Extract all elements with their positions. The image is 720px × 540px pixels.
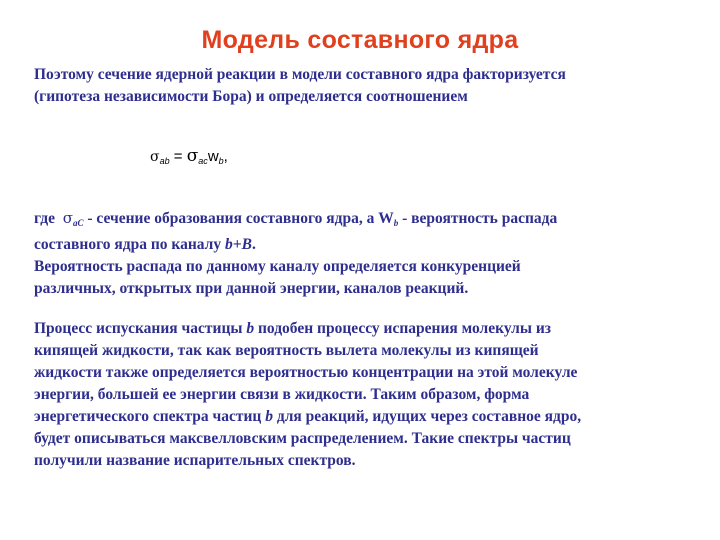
def-sigma: σ: [62, 209, 73, 227]
def-channel: b+B: [225, 236, 252, 253]
process-l5-post: для реакций, идущих через составное ядро,: [272, 408, 582, 425]
intro-line-1: Поэтому сечение ядерной реакции в модели составного ядра факторизуется: [34, 66, 566, 83]
formula-sigma-ab: σ: [150, 149, 160, 165]
definition-paragraph: [34, 207, 694, 300]
intro-paragraph: [34, 64, 694, 108]
definition-line-2: [34, 234, 694, 256]
cross-section-formula: [150, 146, 228, 166]
def-text-1: - сечение образования составного ядра, а W: [83, 210, 394, 227]
formula-comma: ,: [223, 148, 228, 165]
formula-sub-b: b: [218, 156, 224, 166]
formula-sigma-ac: σ: [186, 146, 199, 166]
process-paragraph: [34, 318, 694, 472]
process-line-3: жидкости также определяется вероятностью концентрации на этой молекуле: [34, 364, 578, 381]
formula-sub-ac: ac: [198, 156, 208, 166]
process-line-1: [34, 318, 694, 340]
def-sub-ac: aC: [73, 218, 84, 228]
formula-sub-ab: ab: [159, 156, 170, 166]
def-line2-post: .: [251, 236, 256, 253]
process-line-2: кипящей жидкости, так как вероятность вылета молекулы из кипящей: [34, 342, 539, 359]
page-title: Модель составного ядра: [201, 26, 519, 54]
process-l1-post: подобен процессу испарения молекулы из: [254, 320, 552, 337]
formula-equals: =: [169, 148, 187, 165]
process-line-6: будет описываться максвелловским распределением. Такие спектры частиц: [34, 430, 571, 447]
process-l1-pre: Процесс испускания частицы: [34, 320, 247, 337]
def-text-2: - вероятность распада: [398, 210, 558, 227]
process-line-5: [34, 406, 694, 428]
def-line2-pre: составного ядра по каналу: [34, 236, 226, 253]
intro-line-2: (гипотеза независимости Бора) и определяется соотношением: [34, 88, 468, 105]
process-l1-b: b: [246, 320, 255, 337]
definition-line-3: Вероятность распада по данному каналу определяется конкуренцией: [34, 258, 521, 275]
def-sub-b: b: [393, 218, 399, 228]
process-line-7: получили название испарительных спектров.: [34, 452, 356, 469]
definition-line-4: различных, открытых при данной энергии, каналов реакций.: [34, 280, 469, 297]
formula-w: w: [207, 148, 219, 165]
def-where: где: [34, 210, 59, 227]
process-line-4: энергии, большей ее энергии связи в жидкости. Таким образом, форма: [34, 386, 530, 403]
process-l5-b: b: [265, 408, 273, 425]
definition-line-1: [34, 207, 694, 234]
process-l5-pre: энергетического спектра частиц: [34, 408, 266, 425]
